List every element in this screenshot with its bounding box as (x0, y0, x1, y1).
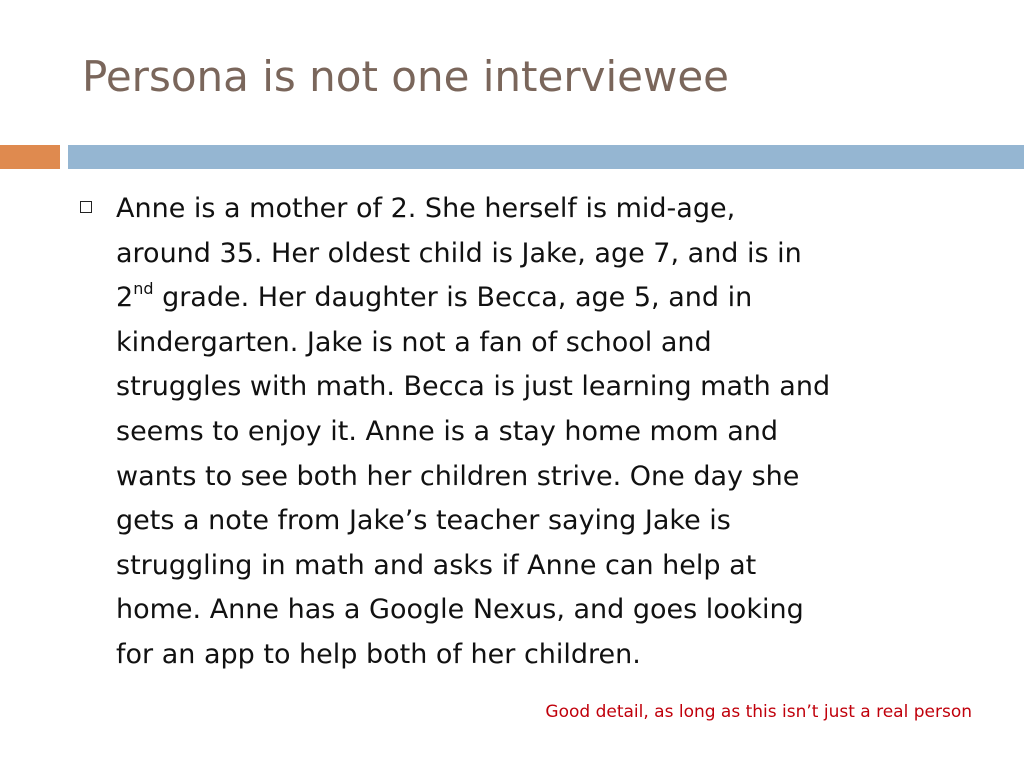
square-bullet-icon (80, 201, 92, 213)
text-line: seems to enjoy it. Anne is a stay home mom and (116, 415, 779, 447)
text-line: around 35. Her oldest child is Jake, age 7, and is in (116, 237, 802, 269)
text-line: struggles with math. Becca is just learning math and (116, 371, 831, 403)
text-line: gets a note from Jake’s teacher saying Jake is (116, 505, 731, 537)
text-line: Anne is a mother of 2. She herself is mid-age, (116, 193, 736, 224)
text-line: home. Anne has a Google Nexus, and goes looking (116, 594, 804, 626)
annotation-note: Good detail, as long as this isn’t just a real person (545, 702, 972, 722)
header-bar (68, 145, 1024, 169)
grade-number: 2 (116, 282, 134, 314)
text-line: struggling in math and asks if Anne can help at (116, 549, 757, 581)
bullet-text (116, 187, 996, 678)
text-line: kindergarten. Jake is not a fan of school and (116, 326, 712, 358)
slide-title: Persona is not one interviewee (82, 52, 730, 101)
ordinal-superscript: nd (133, 279, 154, 299)
text-fragment: grade. Her daughter is Becca, age 5, and in (153, 282, 753, 314)
text-line: for an app to help both of her children. (116, 638, 641, 670)
accent-bar (0, 145, 60, 169)
text-line: wants to see both her children strive. One day she (116, 460, 800, 492)
text-line (116, 276, 996, 321)
